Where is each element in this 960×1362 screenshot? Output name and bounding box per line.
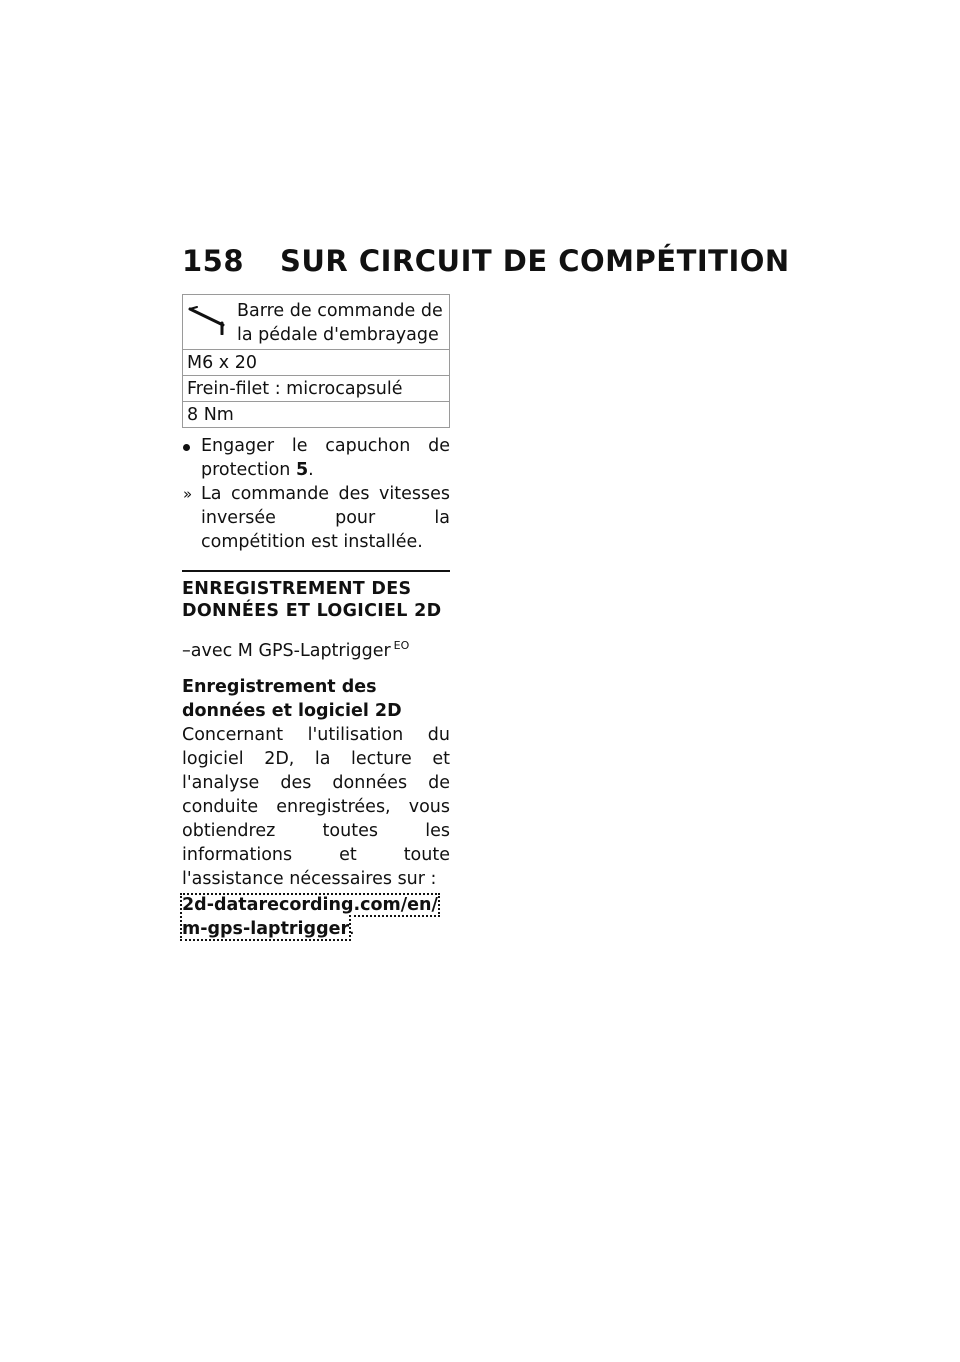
spec-label: Barre de commande de la pédale d'embrayage <box>237 301 443 345</box>
option-line <box>182 634 450 663</box>
step-list <box>182 434 450 554</box>
bullet-reference: 5 <box>295 460 309 480</box>
spec-header-cell <box>183 295 449 349</box>
page-number: 158 <box>182 244 245 278</box>
bullet-icon <box>183 434 190 458</box>
list-item <box>182 434 450 482</box>
body-paragraph: Concernant l'utilisation du logiciel 2D, la lecture et l'analyse des données de conduite enregistrées, vous obtiendrez toutes les informations et toute l'assistance nécessaires sur : <box>182 725 450 889</box>
bullet-end: . <box>308 460 314 480</box>
page-title: SUR CIRCUIT DE COMPÉTITION <box>280 244 790 278</box>
subsection-title: Enregistrement des données et logiciel 2D <box>182 677 402 721</box>
section-divider <box>182 570 450 572</box>
wrench-icon <box>187 305 231 335</box>
link-line <box>182 893 450 941</box>
option-sup: EO <box>393 639 410 652</box>
section-title: ENREGISTREMENT DES DONNÉES ET LOGICIEL 2D <box>182 579 442 621</box>
spec-table <box>182 294 450 428</box>
bullet-text: Engager le capuchon de protection <box>201 436 450 480</box>
spec-row: 8 Nm <box>183 402 450 428</box>
link-end: . <box>349 919 355 939</box>
datarecording-link[interactable]: 2d-datarecording.com/en/m-gps-laptrigger <box>182 895 438 939</box>
result-text: La commande des vitesses inversée pour la compétition est installée. <box>201 484 450 552</box>
page-header <box>182 244 862 278</box>
result-arrow-icon: » <box>183 485 193 503</box>
content-column <box>182 294 450 941</box>
list-item <box>182 482 450 554</box>
spec-row: M6 x 20 <box>183 350 450 376</box>
spec-row: Frein-filet : microcapsulé <box>183 376 450 402</box>
option-text: –avec M GPS-Laptrigger <box>182 641 391 661</box>
